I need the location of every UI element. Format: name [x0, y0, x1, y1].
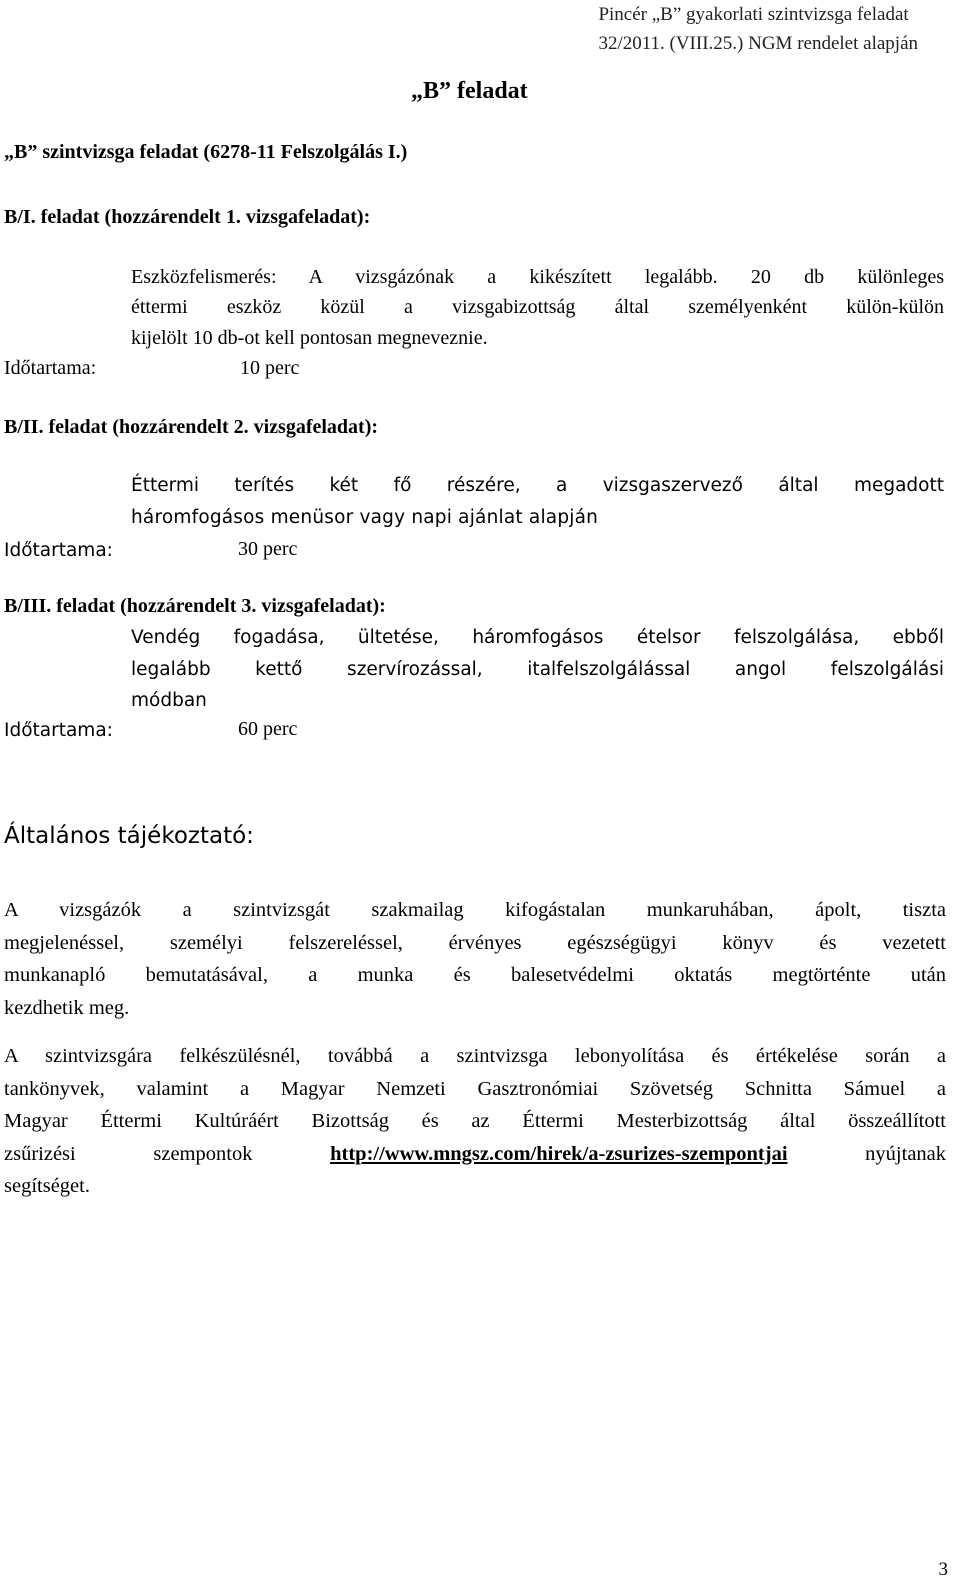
paragraph-1-line-3: munkanapló bemutatásával, a munka és balesetvédelmi oktatás megtörténte után — [4, 964, 946, 986]
task-3-line-1: Vendég fogadása, ültetése, háromfogásos ételsor felszolgálása, ebből — [131, 627, 944, 648]
general-info-paragraph-2 — [4, 1040, 946, 1203]
general-info-paragraph-1 — [4, 894, 946, 1024]
task-1-duration-label: Időtartama: — [4, 357, 97, 379]
page-header — [598, 0, 918, 58]
header-line-2: 32/2011. (VIII.25.) NGM rendelet alapján — [598, 33, 918, 54]
task-1-duration: 10 perc — [240, 357, 300, 379]
general-info-heading: Általános tájékoztató: — [4, 823, 254, 849]
paragraph-2-text-after-link: nyújtanak — [865, 1142, 947, 1165]
task-2-heading: B/II. feladat (hozzárendelt 2. vizsgafeladat): — [4, 416, 379, 438]
paragraph-2-text-before-link: zsűrizési szempontok — [4, 1142, 253, 1165]
task-1-line-2: éttermi eszköz közül a vizsgabizottság által személyenként külön-külön — [131, 296, 944, 318]
task-2-line-1: Éttermi terítés két fő részére, a vizsgaszervező által megadott — [131, 475, 944, 496]
zsurizes-szempontok-link[interactable]: http://www.mngsz.com/hirek/a-zsurizes-szempontjai — [330, 1142, 788, 1165]
paragraph-2-line-3: Magyar Éttermi Kultúráért Bizottság és az Éttermi Mesterbizottság által összeállított — [4, 1110, 946, 1132]
paragraph-2-line-5: segítséget. — [4, 1175, 90, 1197]
paragraph-2-line-1: A szintvizsgára felkészülésnél, továbbá a szintvizsga lebonyolítása és értékelése során a — [4, 1045, 946, 1067]
paragraph-1-line-4: kezdhetik meg. — [4, 996, 130, 1019]
page-title: „B” feladat — [411, 78, 528, 104]
task-2-duration: 30 perc — [238, 538, 298, 560]
exam-subtitle: „B” szintvizsga feladat (6278-11 Felszolgálás I.) — [4, 141, 408, 163]
task-1-line-3: kijelölt 10 db-ot kell pontosan megneveznie. — [131, 327, 488, 349]
page-number: 3 — [938, 1559, 948, 1580]
paragraph-1-line-1: A vizsgázók a szintvizsgát szakmailag kifogástalan munkaruhában, ápolt, tiszta — [4, 899, 946, 921]
header-line-1: Pincér „B” gyakorlati szintvizsga feladat — [598, 4, 909, 25]
task-3-heading: B/III. feladat (hozzárendelt 3. vizsgafeladat): — [4, 595, 386, 617]
task-3-line-3: módban — [131, 690, 207, 711]
task-3-duration-label: Időtartama: — [4, 720, 113, 741]
paragraph-1-line-2: megjelenéssel, személyi felszereléssel, érvényes egészségügyi könyv és vezetett — [4, 931, 946, 954]
task-1-heading: B/I. feladat (hozzárendelt 1. vizsgafeladat): — [4, 206, 371, 228]
task-1-line-1: Eszközfelismerés: A vizsgázónak a kikészített legalább. 20 db különleges — [131, 266, 944, 288]
task-2-duration-label: Időtartama: — [4, 540, 113, 561]
task-2-line-2: háromfogásos menüsor vagy napi ajánlat alapján — [131, 507, 599, 528]
task-3-line-2: legalább kettő szervírozással, italfelszolgálással angol felszolgálási — [131, 659, 944, 680]
paragraph-2-line-2: tankönyvek, valamint a Magyar Nemzeti Gasztronómiai Szövetség Schnitta Sámuel a — [4, 1077, 946, 1100]
paragraph-2-line-4 — [4, 1138, 946, 1171]
task-3-duration: 60 perc — [238, 718, 298, 740]
